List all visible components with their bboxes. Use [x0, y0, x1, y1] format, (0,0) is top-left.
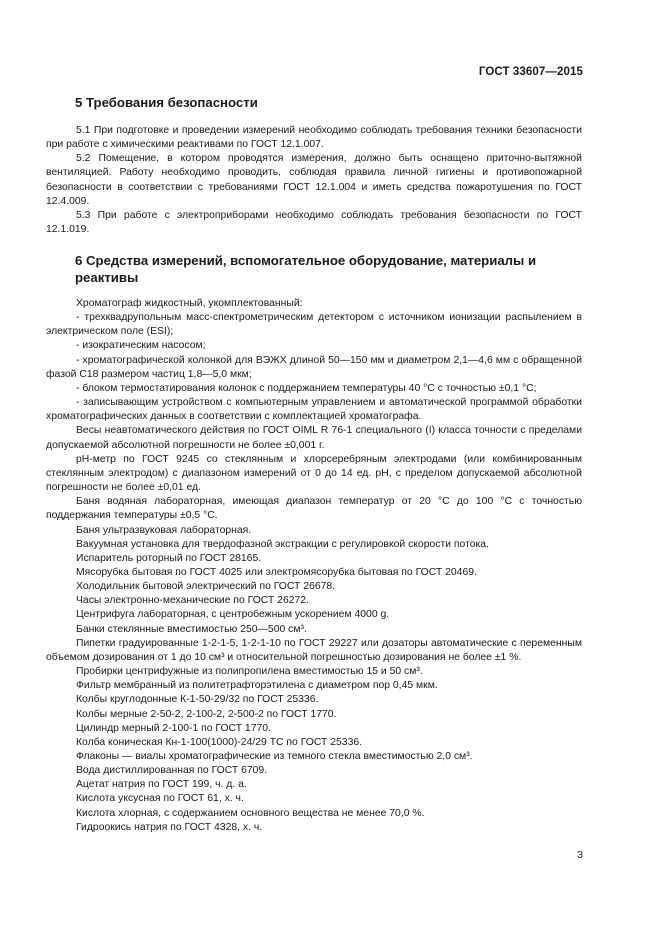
section-6-body — [46, 297, 582, 835]
list-item: Часы электронно-механические по ГОСТ 26272. — [76, 595, 309, 607]
paragraph-5-3: 5.3 При работе с электроприборами необходимо соблюдать требования безопасности по ГОСТ 12.1.019. — [46, 209, 582, 236]
list-item: Испаритель роторный по ГОСТ 28165. — [76, 552, 262, 564]
section-6-title: 6 Средства измерений, вспомогательное оборудование, материалы и реактивы — [75, 253, 537, 285]
list-item: Фильтр мембранный из политетрафторэтилена с диаметром пор 0,45 мкм. — [76, 680, 438, 692]
list-item: Колба коническая Кн-1-100(1000)-24/29 ТС по ГОСТ 25336. — [76, 736, 363, 748]
list-item: Вакуумная установка для твердофазной экстракции с регулировкой скорости потока. — [76, 538, 489, 550]
list-item: - трехквадрупольным масс-спектрометрическим детектором с источником ионизации распылением в электрическом поле (ESI); — [46, 312, 582, 338]
list-item: Банки стеклянные вместимостью 250—500 см³. — [76, 623, 307, 635]
section-5-body — [46, 124, 582, 237]
section-5-title: 5 Требования безопасности — [75, 95, 258, 110]
paragraph-5-2: 5.2 Помещение, в котором проводятся измерения, должно быть оснащено приточно-вытяжной вентиляцией. Работу необходимо проводить, соблюдая правила личной гигиены и противопожарной безопасности в соответствии с требованиями ГОСТ 12.1.004 и иметь средства пожаротушения по ГОСТ 12.4.009. — [46, 153, 582, 207]
list-item: pH-метр по ГОСТ 9245 со стеклянным и хлорсеребряным электродами (или комбинированным стеклянным электродом) с диапазоном измерений от 0 до 14 ед. pH, с пределом допускаемой абсолютной погрешности не более ±0,01 ед. — [46, 453, 582, 494]
list-item: Пипетки градуированные 1-2-1-5, 1-2-1-10 по ГОСТ 29227 или дозаторы автоматические с переменным объемом дозирования от 1 до 10 см³ и относительной погрешностью дозирования не более ±1 %. — [46, 637, 582, 663]
list-item: Кислота хлорная, с содержанием основного вещества не менее 70,0 %. — [76, 807, 425, 819]
document-header-id: ГОСТ 33607—2015 — [478, 66, 583, 78]
list-item: Колбы круглодонные К-1-50-29/32 по ГОСТ 25336. — [76, 694, 319, 706]
page-number: 3 — [577, 850, 583, 861]
list-item: - записывающим устройством с компьютерным управлением и автоматической программой обработки хроматографических данных в соответствии с комплектацией хроматографа. — [46, 397, 582, 423]
list-item: Хроматограф жидкостный, укомплектованный: — [76, 298, 303, 309]
list-item: Гидроокись натрия по ГОСТ 4328, х. ч. — [76, 821, 263, 833]
list-item: Флаконы — виалы хроматографические из темного стекла вместимостью 2,0 см³. — [76, 751, 473, 762]
list-item: Весы неавтоматического действия по ГОСТ OIML R 76-1 специального (I) класса точности с пределами допускаемой абсолютной погрешности не более ±0,001 г. — [46, 425, 582, 451]
list-item: Баня ультразвуковая лабораторная. — [76, 524, 252, 536]
list-item: - изократическим насосом; — [76, 340, 206, 352]
list-item: Ацетат натрия по ГОСТ 199, ч. д. а. — [76, 779, 247, 791]
list-item: Вода дистиллированная по ГОСТ 6709. — [76, 765, 268, 777]
list-item: Баня водяная лабораторная, имеющая диапазон температур от 20 °С до 100 °С с точностью поддержания температуры ±0,5 °С. — [46, 496, 582, 522]
list-item: - блоком термостатирования колонок с поддержанием температуры 40 °С с точностью ±0,1 °С; — [76, 382, 537, 394]
list-item: - хроматографической колонкой для ВЭЖХ длиной 50—150 мм и диаметром 2,1—4,6 мм с обращенной фазой С18 размером частиц 1,8—5,0 мкм; — [46, 354, 582, 380]
list-item: Пробирки центрифужные из полипропилена вместимостью 15 и 50 см³. — [76, 666, 423, 678]
list-item: Центрифуга лабораторная, с центробежным ускорением 4000 g. — [76, 609, 390, 621]
list-item: Кислота уксусная по ГОСТ 61, х. ч. — [76, 793, 244, 805]
list-item: Колбы мерные 2-50-2, 2-100-2, 2-500-2 по ГОСТ 1770. — [76, 708, 337, 720]
paragraph-5-1: 5.1 При подготовке и проведении измерений необходимо соблюдать требования техники безопасности при работе с химическими реактивами по ГОСТ 12.1.007. — [46, 125, 582, 151]
list-item: Холодильник бытовой электрический по ГОСТ 26678. — [76, 581, 336, 593]
list-item: Цилиндр мерный 2-100-1 по ГОСТ 1770. — [76, 722, 271, 734]
list-item: Мясорубка бытовая по ГОСТ 4025 или электромясорубка бытовая по ГОСТ 20469. — [76, 566, 477, 578]
